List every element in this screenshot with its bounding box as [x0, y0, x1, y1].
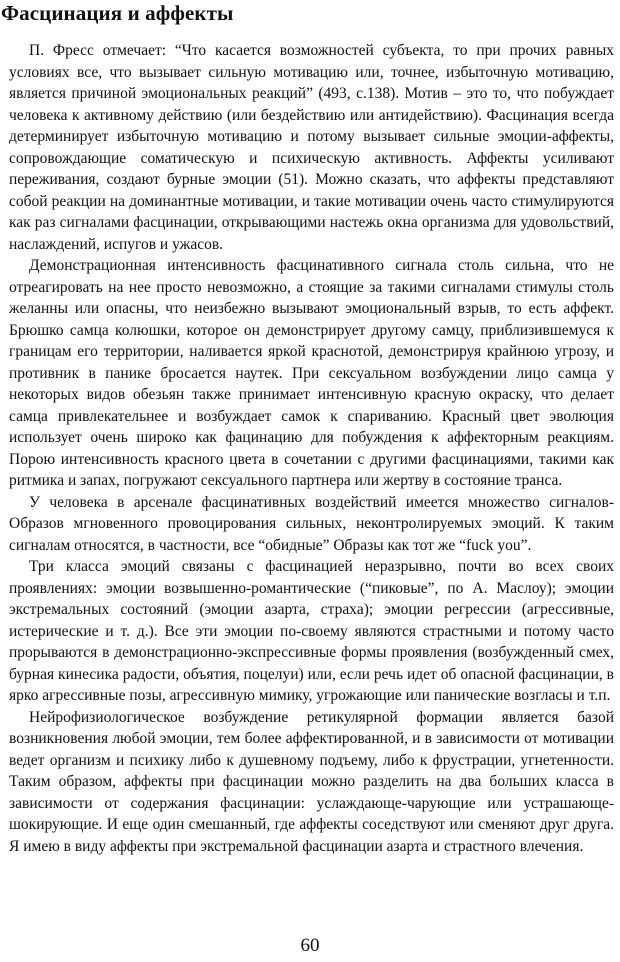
section-title: Фасцинация и аффекты [1, 1, 234, 25]
page-number: 60 [300, 935, 320, 956]
body-text [9, 40, 614, 857]
paragraph-5: Нейрофизиологическое возбуждение ретикулярной формации является базой возникновения любой эмоции, тем более аффектированной, и в зависимости от мотивации ведет организм и психику либо к душевному подъему, либо к фрустрации, угнетенности. Таким образом, аффекты при фасцинации можно разделить на два больших класса в зависимости от содержания фасцинации: услаждающе-чарующие или устрашающе-шокирующие. И еще один смешанный, где аффекты соседствуют или сменяют друг друга. Я имею в виду аффекты при экстремальной фасцинации азарта и страстного влечения. [9, 708, 614, 855]
paragraph-4: Три класса эмоций связаны с фасцинацией неразрывно, почти во всех своих проявлениях: эмоции возвышенно-романтические (“пиковые”, по А. Маслоу); эмоции экстремальных состояний (эмоции азарта, страха); эмоции регрессии (агрессивные, истерические и т. д.). Все эти эмоции по-своему являются страстными и потому часто прорываются в демонстрационно-экспрессивные формы проявления (возбужденный смех, бурная кинесика радости, объятия, поцелуи) или, если речь идет об опасной фасцинации, в ярко агрессивные позы, агрессивную мимику, угрожающие или панические возгласы и т.п. [9, 558, 614, 704]
paragraph-1: П. Фресс отмечает: “Что касается возможностей субъекта, то при прочих равных условиях все, что вызывает сильную мотивацию или, точнее, избыточную мотивацию, является причиной эмоциональных реакций” (493, с.138). Мотив – это то, что побуждает человека к активному действию (или бездействию или антидействию). Фасцинация всегда детерминирует избыточную мотивацию и потому вызывает сильные эмоции-аффекты, сопровождающие соматическую и психическую активность. Аффекты усиливают переживания, создают бурные эмоции (51). Можно сказать, что аффекты представляют собой реакции на доминантные мотивации, и такие мотивации очень часто стимулируются как раз сигналами фасцинации, открывающими настежь окна организма для удовольствий, наслаждений, испугов и ужасов. [9, 42, 614, 253]
paragraph-2: Демонстрационная интенсивность фасцинативного сигнала столь сильна, что не отреагировать на нее просто невозможно, а стоящие за такими сигналами стимулы столь желанны или опасны, что неизбежно вызывают эмоциональный взрыв, то есть аффект. Брюшко самца колюшки, которое он демонстрирует другому самцу, приблизившемуся к границам его территории, наливается яркой краснотой, демонстрируя крайнюю угрозу, и противник в панике бросается наутек. При сексуальном возбуждении лицо самца у некоторых видов обезьян также принимает интенсивную красную окраску, что делает самца привлекательнее и возбуждает самок к спариванию. Красный цвет эволюция использует очень широко как фацинацию для побуждения к аффекторным реакциям. Порою интенсивность красного цвета в сочетании с другими фасцинациями, такими как ритмика и запах, погружают сексуального партнера или жертву в состояние транса. [9, 257, 614, 489]
paragraph-3: У человека в арсенале фасцинативных воздействий имеется множество сигналов-Образов мгновенного провоцирования сильных, неконтролируемых эмоций. К таким сигналам относятся, в частности, все “обидные” Образы как тот же “fuck you”. [9, 493, 614, 554]
